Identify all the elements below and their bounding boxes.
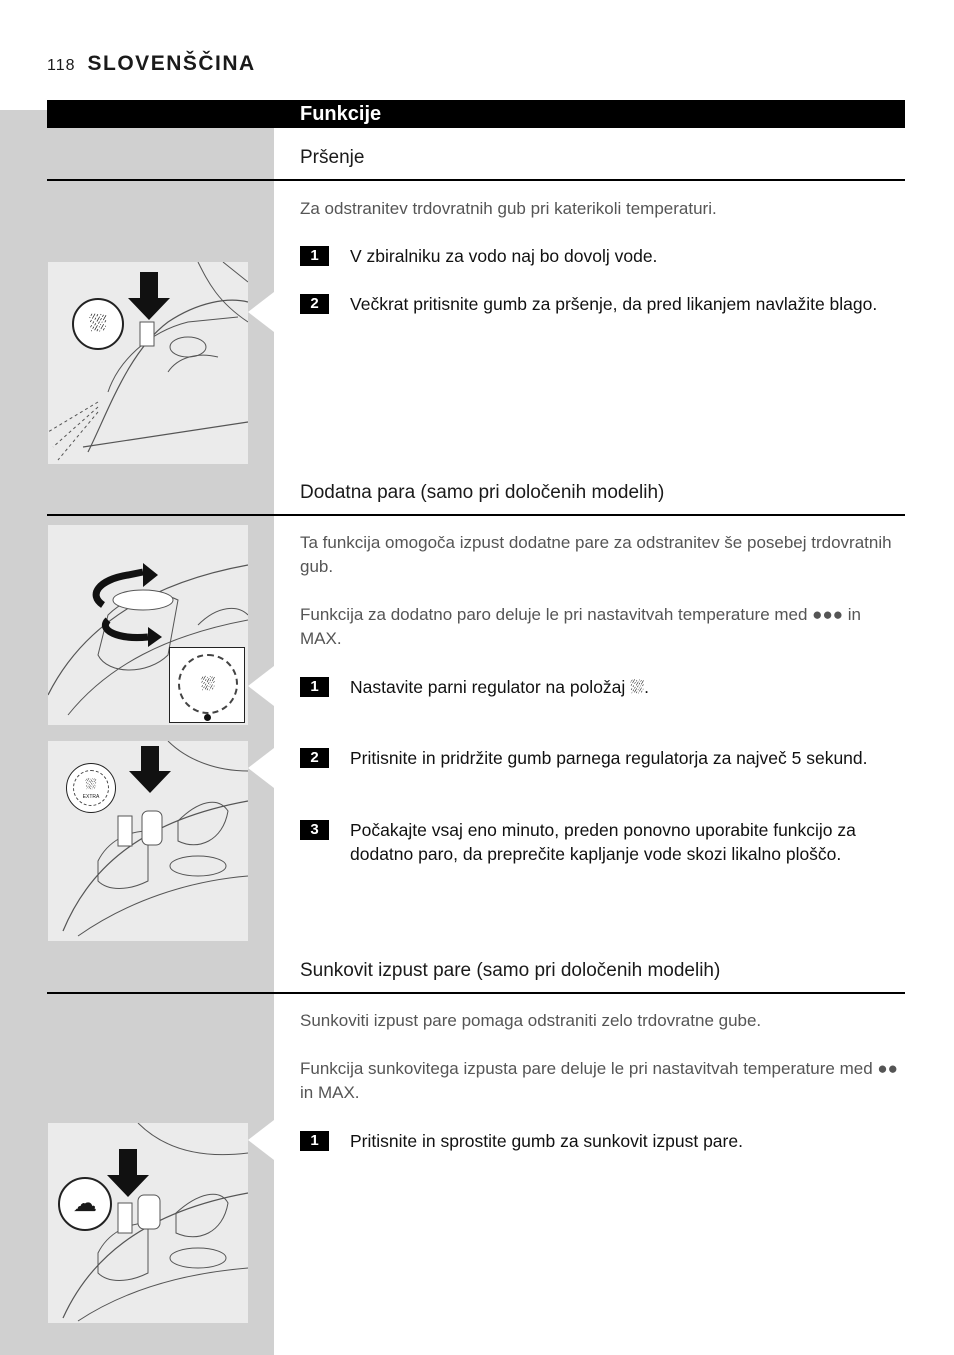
step-number: 2 xyxy=(300,294,329,314)
step-number: 1 xyxy=(300,246,329,266)
page-header xyxy=(47,52,256,76)
extra-steam-para-1: Ta funkcija omogoča izpust dodatne pare za odstranitev še posebej trdovratnih gub. xyxy=(300,533,892,576)
extra-steam-step-3 xyxy=(300,818,900,866)
spray-step-2 xyxy=(300,292,900,316)
iron-spray-drawing xyxy=(48,262,248,464)
language-title: SLOVENŠČINA xyxy=(87,52,256,75)
step-number: 2 xyxy=(300,748,329,768)
divider xyxy=(47,992,905,994)
spray-icon: ⛆ xyxy=(72,298,124,350)
shot-of-steam-icon: ☁ xyxy=(58,1177,112,1231)
extra-steam-step-1 xyxy=(300,675,900,699)
section-title: Funkcije xyxy=(300,103,382,125)
divider xyxy=(47,514,905,516)
callout-pointer xyxy=(248,1120,274,1160)
spray-heading: Pršenje xyxy=(300,147,365,168)
step-number: 1 xyxy=(300,677,329,697)
steam-dial-illustration xyxy=(48,525,248,725)
callout-pointer xyxy=(248,748,274,788)
extra-steam-step-2 xyxy=(300,746,900,770)
page-number: 118 xyxy=(47,57,76,74)
shot-of-steam-para-2: Funkcija sunkovitega izpusta pare deluje le pri nastavitvah temperature med ●● in MAX. xyxy=(300,1059,898,1102)
step-text: V zbiralniku za vodo naj bo dovolj vode. xyxy=(350,246,658,266)
step-text: Nastavite parni regulator na položaj ⛆. xyxy=(350,677,650,697)
spray-intro: Za odstranitev trdovratnih gub pri katerikoli temperaturi. xyxy=(300,199,717,218)
shot-of-steam-para-1: Sunkoviti izpust pare pomaga odstraniti zelo trdovratne gube. xyxy=(300,1011,762,1030)
dial-label: EXTRA xyxy=(82,794,100,800)
step-number: 1 xyxy=(300,1131,329,1151)
step-text: Pritisnite in sprostite gumb za sunkovit izpust pare. xyxy=(350,1131,743,1151)
callout-pointer xyxy=(248,666,274,706)
shot-of-steam-heading: Sunkovit izpust pare (samo pri določenih modelih) xyxy=(300,960,721,981)
step-text: Pritisnite in pridržite gumb parnega regulatorja za največ 5 sekund. xyxy=(350,748,868,768)
step-text: Počakajte vsaj eno minuto, preden ponovno uporabite funkcijo za dodatno paro, da preprečite kapljanje vode skozi likalno ploščo. xyxy=(350,820,856,864)
steam-dial-icon-small: ⛆ EXTRA xyxy=(66,763,116,813)
extra-steam-para-2: Funkcija za dodatno paro deluje le pri nastavitvah temperature med ●●● in MAX. xyxy=(300,605,861,648)
shot-of-steam-step-1 xyxy=(300,1129,900,1153)
step-text: Večkrat pritisnite gumb za pršenje, da pred likanjem navlažite blago. xyxy=(350,294,878,314)
divider xyxy=(47,179,905,181)
section-bar xyxy=(47,100,905,128)
spray-illustration xyxy=(48,262,248,464)
steam-button-illustration xyxy=(48,741,248,941)
spray-step-1 xyxy=(300,244,900,268)
step-number: 3 xyxy=(300,820,329,840)
callout-pointer xyxy=(248,292,274,332)
shot-of-steam-illustration xyxy=(48,1123,248,1323)
steam-dial-icon: ⛆ xyxy=(169,647,245,723)
extra-steam-heading: Dodatna para (samo pri določenih modelih) xyxy=(300,482,665,503)
